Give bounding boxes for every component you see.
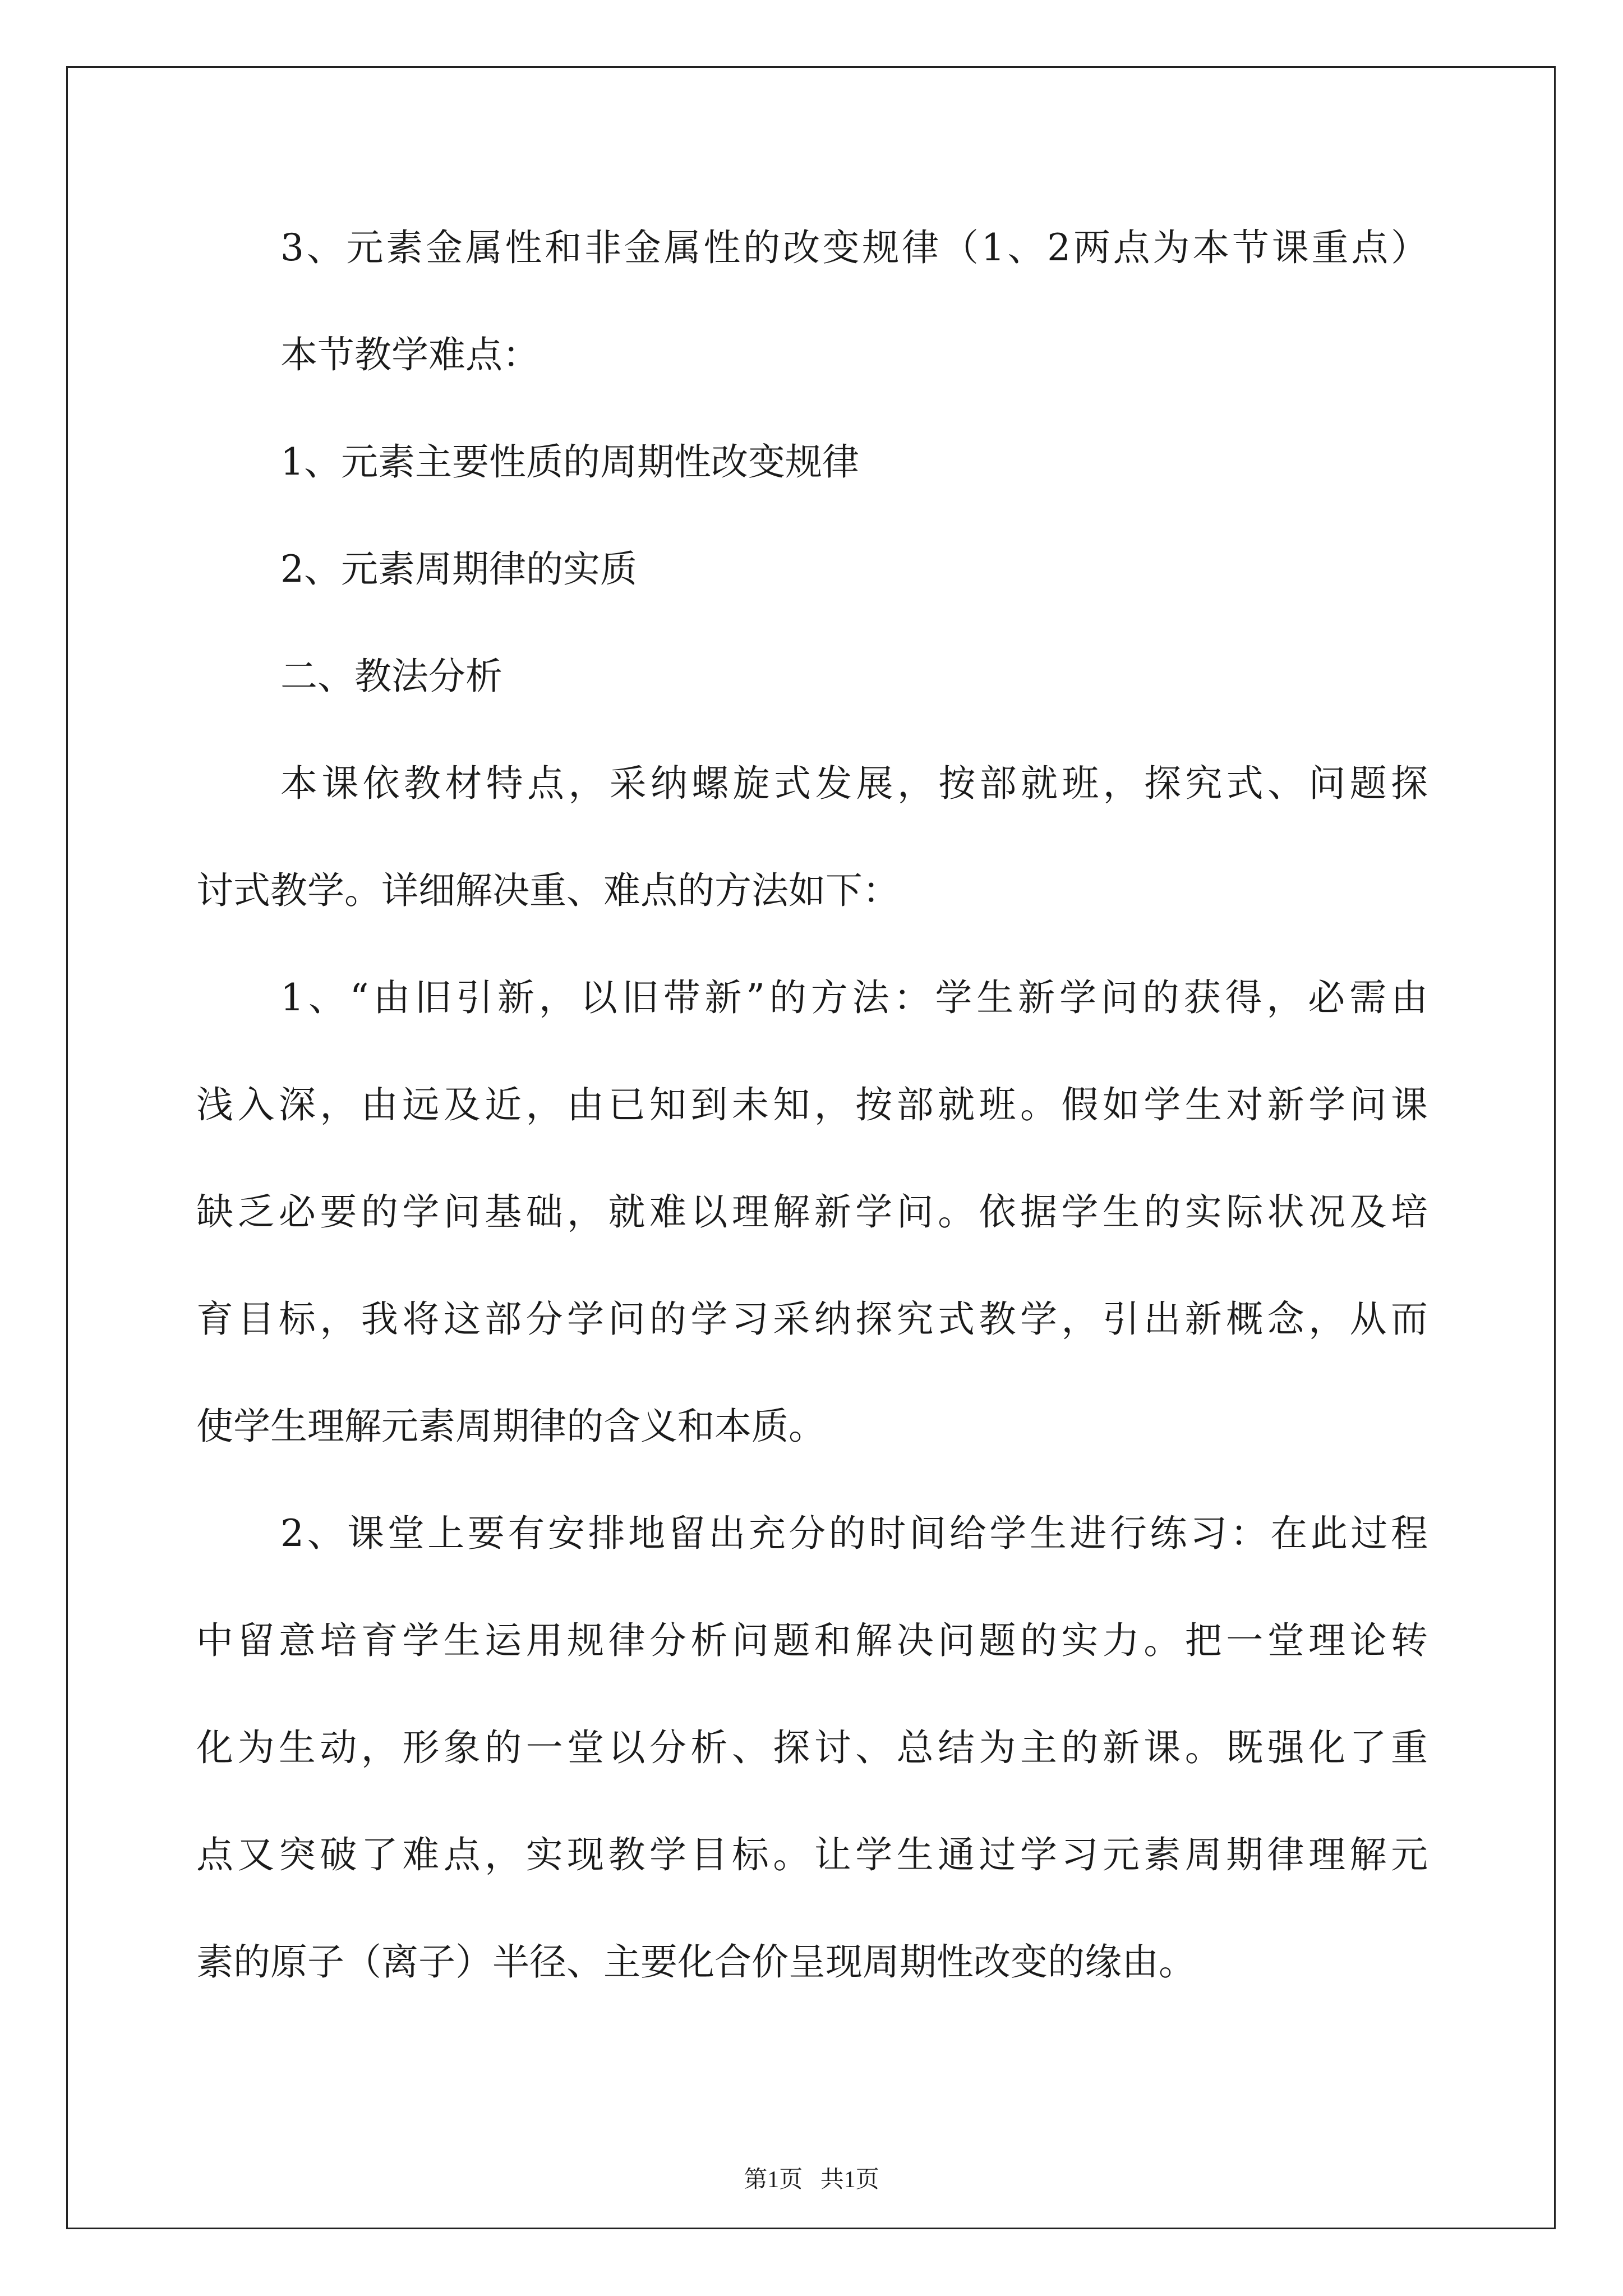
text-line: 缺乏必要的学问基础，就难以理解新学问。依据学生的实际状况及培	[196, 1190, 1428, 1234]
text-line: 1、元素主要性质的周期性改变规律	[280, 440, 859, 484]
text-line: 中留意培育学生运用规律分析问题和解决问题的实力。把一堂理论转	[196, 1619, 1428, 1662]
text-line: 浅入深，由远及近，由已知到未知，按部就班。假如学生对新学问课	[196, 1083, 1428, 1126]
text-line: 化为生动，形象的一堂以分析、探讨、总结为主的新课。既强化了重	[196, 1726, 1428, 1769]
page-border	[66, 66, 1556, 2229]
text-line: 素的原子（离子）半径、主要化合价呈现周期性改变的缘由。	[196, 1940, 1196, 1984]
text-line: 育目标，我将这部分学问的学习采纳探究式教学，引出新概念，从而	[196, 1297, 1428, 1341]
text-line: 1、“由旧引新，以旧带新”的方法：学生新学问的获得，必需由	[280, 976, 1428, 1019]
text-line: 2、课堂上要有安排地留出充分的时间给学生进行练习：在此过程	[280, 1512, 1428, 1555]
page-number-footer: 第1页 共1页	[744, 2167, 879, 2193]
section-heading: 二、教法分析	[280, 655, 502, 698]
text-line: 本课依教材特点，采纳螺旋式发展，按部就班，探究式、问题探	[280, 762, 1428, 805]
text-line: 2、元素周期律的实质	[280, 547, 637, 591]
text-line: 讨式教学。详细解决重、难点的方法如下：	[196, 869, 900, 912]
text-line: 本节教学难点：	[280, 333, 540, 376]
text-line: 使学生理解元素周期律的含义和本质。	[196, 1405, 826, 1448]
text-line: 3、元素金属性和非金属性的改变规律（1、2两点为本节课重点）	[280, 226, 1428, 269]
text-line: 点又突破了难点，实现教学目标。让学生通过学习元素周期律理解元	[196, 1833, 1428, 1876]
